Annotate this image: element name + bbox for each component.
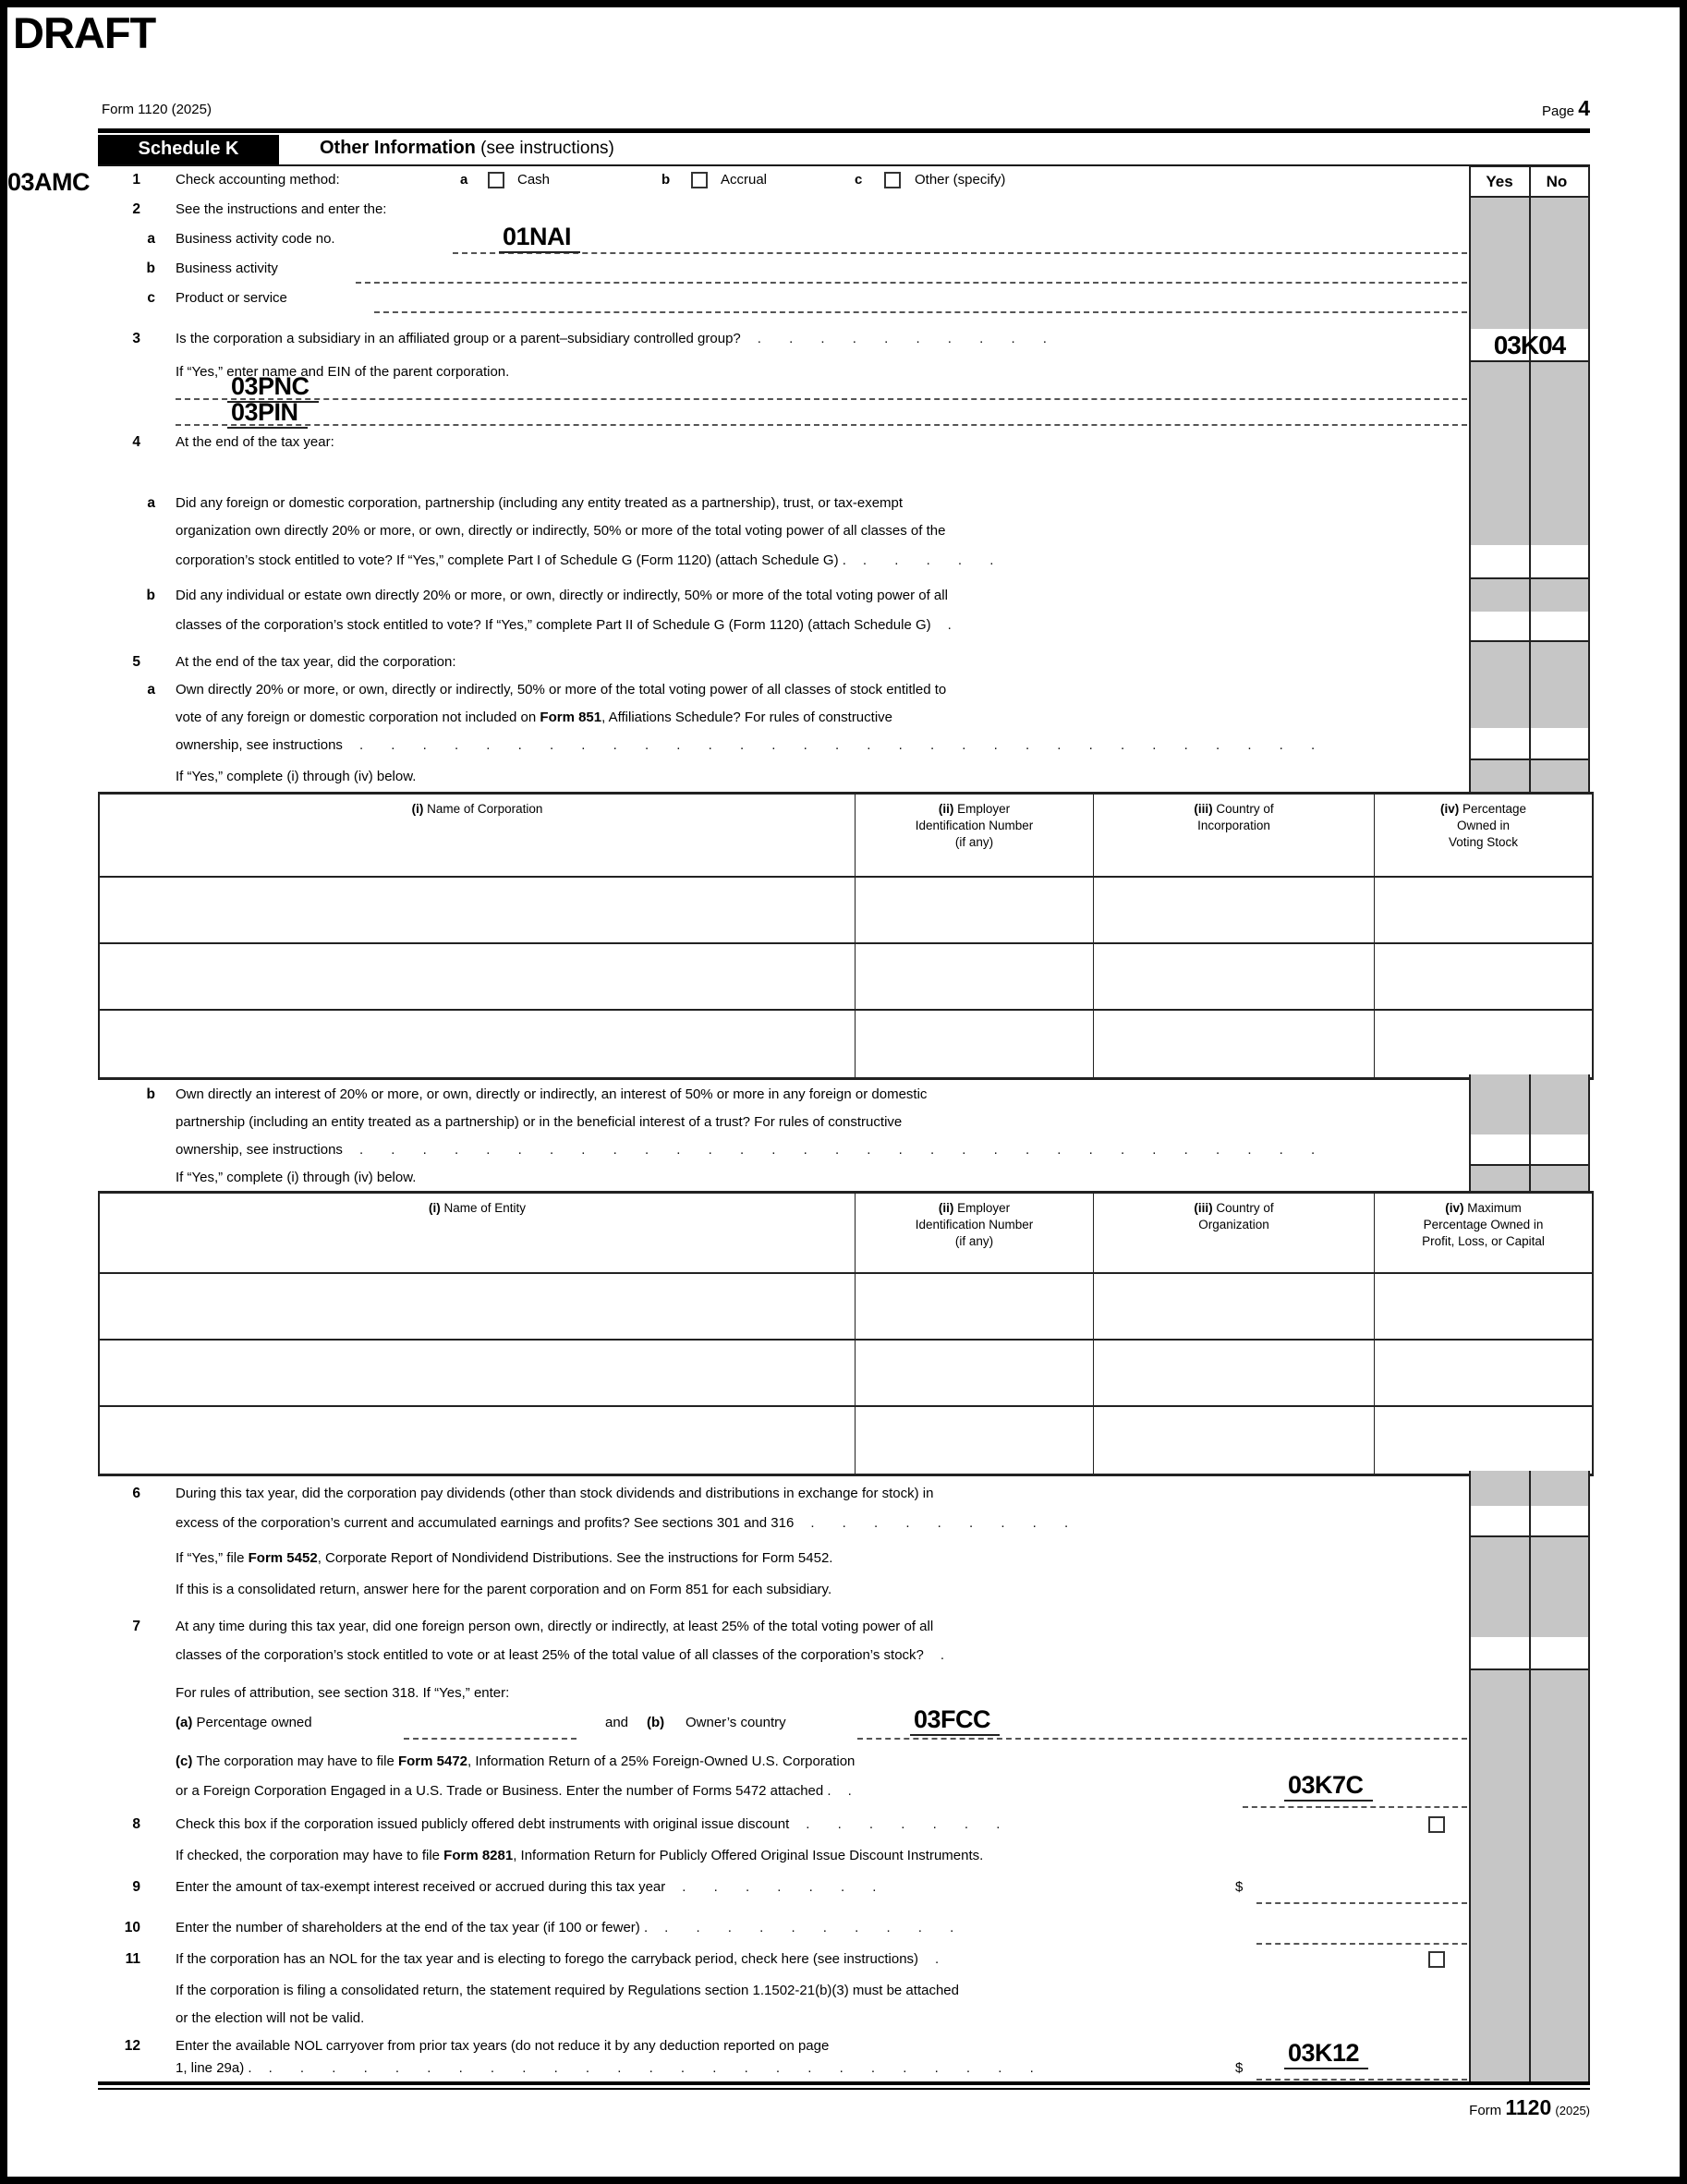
yes-column-label: Yes [1486, 173, 1513, 190]
line-11-note-1 [0, 1983, 1687, 2014]
line-text [176, 1582, 831, 1597]
text-segment: and [605, 1715, 629, 1730]
table2-r3-c4[interactable] [1375, 1407, 1592, 1474]
text-segment: Own directly 20% or more, or own, directly or indirectly, 50% or more of the total voting power of all classes of stock entitled to [176, 682, 947, 698]
line-text [176, 2010, 364, 2026]
line-number: 6 [132, 1486, 140, 1501]
line-number: 10 [124, 1920, 140, 1935]
line-text [176, 1816, 1000, 1832]
text-segment: classes of the corporation’s stock entitled to vote or at least 25% of the total value of all classes of the corporation’s stock? [176, 1647, 924, 1663]
text-segment: Business activity code no. [176, 231, 335, 247]
line-text [176, 523, 945, 539]
line-4a-text-1 [0, 495, 1687, 527]
table2-r2-c2[interactable] [856, 1341, 1094, 1405]
column-header: (iv) Percentage Owned in Voting Stock [1439, 802, 1527, 849]
table2-r3-c3[interactable] [1094, 1407, 1375, 1474]
checkbox-nol-forego[interactable] [1428, 1951, 1445, 1968]
text-segment: Business activity [176, 261, 278, 276]
table1-r1-c2[interactable] [856, 878, 1094, 942]
forms-5472-count-entry[interactable] [1243, 1806, 1467, 1808]
line-text [176, 231, 335, 247]
dot-leader: . [847, 1783, 852, 1799]
owners-country-entry[interactable] [857, 1738, 1467, 1740]
line-5a-text-2 [0, 710, 1687, 741]
text-segment: $ [1235, 2060, 1244, 2076]
dot-leader: . . . . . . . . . . [757, 331, 1047, 346]
draft-code-k04: 03K04 [1493, 331, 1566, 359]
line-text [176, 654, 456, 670]
line-5b-text-1 [0, 1086, 1687, 1118]
line-text [176, 290, 287, 306]
no-column-label: No [1546, 173, 1568, 190]
text-segment: , Corporate Report of Nondividend Distributions. See the instructions for Form 5452. [317, 1550, 833, 1566]
percentage-owned-entry[interactable] [404, 1738, 576, 1740]
line-text [176, 331, 1047, 346]
table-row [100, 1407, 1592, 1474]
table1-r3-c4[interactable] [1375, 1011, 1592, 1077]
line-7-text-1 [0, 1619, 1687, 1650]
line-2a-business-activity-code [0, 223, 1687, 262]
parent-ein-entry[interactable] [176, 424, 1467, 426]
line-letter: b [146, 1086, 155, 1102]
text-segment: ownership, see instructions [176, 1142, 343, 1158]
table2-r2-c3[interactable] [1094, 1341, 1375, 1405]
line-text [176, 617, 952, 633]
text-segment: If “Yes,” file [176, 1550, 249, 1566]
yes-no-divider [1529, 165, 1531, 792]
draft-code-pnc: 03PNC [227, 373, 319, 403]
dot-leader: . . . . . . . [806, 1816, 1001, 1832]
text-segment: excess of the corporation’s current and accumulated earnings and profits? See sections 301 and 316 [176, 1515, 795, 1531]
text-segment: Owner’s country [686, 1715, 786, 1730]
line-5a-text-3 [0, 737, 1687, 769]
column-index: (iii) [1194, 802, 1213, 816]
draft-code-k12: 03K12 [1284, 2040, 1368, 2069]
column-header: (iv) Maximum Percentage Owned in Profit, Loss, or Capital [1422, 1201, 1545, 1248]
line-text [176, 2060, 1034, 2076]
text-segment: If “Yes,” complete (i) through (iv) below. [176, 1170, 417, 1185]
line-4 [0, 434, 1687, 466]
table1-r2-c4[interactable] [1375, 944, 1592, 1009]
text-segment: Enter the number of shareholders at the end of the tax year (if 100 or fewer) . [176, 1920, 649, 1935]
text-segment: partnership (including an entity treated as a partnership) or in the beneficial interest of a trust? For rules of constructive [176, 1114, 903, 1130]
line-3-subsidiary-question [0, 331, 1687, 362]
line-number: 7 [132, 1619, 140, 1634]
dot-leader: . . . . . [862, 552, 994, 568]
text-segment: ownership, see instructions [176, 737, 343, 753]
line-text [176, 1170, 416, 1185]
draft-code-pin: 03PIN [227, 399, 308, 429]
column-header: (i) Name of Corporation [100, 795, 856, 876]
dot-leader: . [940, 1647, 945, 1663]
line-text [176, 769, 416, 784]
text-segment: Enter the amount of tax-exempt interest received or accrued during this tax year [176, 1879, 666, 1895]
draft-code-nai: 01NAI [499, 224, 580, 253]
corporation-ownership-table [98, 792, 1594, 1080]
text-segment: If the corporation has an NOL for the tax year and is electing to forego the carryback period, check here (see instructions) [176, 1951, 919, 1967]
footer-form-label: Form [1469, 2103, 1502, 2118]
text-segment: At any time during this tax year, did one foreign person own, directly or indirectly, at least 25% of the total voting power of all [176, 1619, 934, 1634]
table2-r1-c4[interactable] [1375, 1274, 1592, 1339]
yes-no-divider [1529, 1074, 1531, 1191]
text-segment: , Information Return of a 25% Foreign-Owned U.S. Corporation [467, 1753, 856, 1769]
table1-r3-c3[interactable] [1094, 1011, 1375, 1077]
text-segment: Own directly an interest of 20% or more, or own, directly or indirectly, an interest of 50% or more in any foreign or domestic [176, 1086, 928, 1102]
text-segment: Form 5472 [397, 1753, 468, 1769]
schedule-k-badge: Schedule K [98, 135, 279, 164]
text-segment: or the election will not be valid. [176, 2010, 365, 2026]
text-segment: 1, line 29a) . [176, 2060, 252, 2076]
text-segment: At the end of the tax year, did the corporation: [176, 654, 456, 670]
line-text [176, 710, 892, 725]
line-text [176, 1142, 1315, 1158]
nol-carryover-entry[interactable] [1256, 2079, 1467, 2081]
line-number: 4 [132, 434, 140, 450]
yes-no-run-3 [1469, 1471, 1590, 2081]
line-letter: b [146, 588, 155, 603]
text-segment: , Affiliations Schedule? For rules of constructive [601, 710, 892, 725]
table1-r3-c1[interactable] [100, 1011, 856, 1077]
column-index: (i) [428, 1201, 441, 1215]
text-segment: If checked, the corporation may have to file [176, 1848, 444, 1863]
checkbox-other[interactable] [884, 172, 901, 188]
entity-ownership-table [98, 1191, 1594, 1476]
text-segment: If “Yes,” enter name and EIN of the parent corporation. [176, 364, 510, 380]
line-number: 3 [132, 331, 140, 346]
text-segment: If the corporation is filing a consolidated return, the statement required by Regulations section 1.1502-21(b)(3) must be attached [176, 1983, 959, 1998]
table1-r2-c3[interactable] [1094, 944, 1375, 1009]
line-letter: a [147, 231, 155, 247]
line-11-nol-forego [0, 1951, 1687, 1983]
text-segment: At the end of the tax year: [176, 434, 334, 450]
column-index: (ii) [938, 1201, 954, 1215]
line-text [176, 201, 386, 217]
line-text [176, 1848, 983, 1863]
footer-form-number: 1120 [1505, 2095, 1552, 2119]
column-index: (ii) [938, 802, 954, 816]
text-segment: If this is a consolidated return, answer here for the parent corporation and on Form 851 for each subsidiary. [176, 1582, 832, 1597]
tax-exempt-interest-entry[interactable] [1256, 1902, 1467, 1904]
page-number [1293, 96, 1590, 121]
line-4a-text-2 [0, 523, 1687, 554]
line-text [176, 1619, 933, 1634]
table2-r2-c4[interactable] [1375, 1341, 1592, 1405]
text-segment: organization own directly 20% or more, or own, directly or indirectly, 50% or more of the total voting power of all classes of the [176, 523, 946, 539]
line-text [176, 1685, 509, 1701]
text-segment: If “Yes,” complete (i) through (iv) below. [176, 769, 417, 784]
text-segment: Enter the available NOL carryover from prior tax years (do not reduce it by any deduction reported on page [176, 2038, 830, 2054]
shareholder-count-entry[interactable] [1256, 1943, 1467, 1945]
text-segment: or a Foreign Corporation Engaged in a U.S. Trade or Business. Enter the number of Forms 5472 attached . [176, 1783, 831, 1799]
form-title: Form 1120 (2025) [102, 102, 212, 117]
line-4a-text-3 [0, 552, 1687, 584]
line-text [176, 1879, 876, 1895]
yes-no-run-2 [1469, 1074, 1590, 1191]
text-segment: During this tax year, did the corporation pay dividends (other than stock dividends and distributions in exchange for stock) in [176, 1486, 934, 1501]
line-text [176, 1515, 1068, 1531]
table1-r3-c2[interactable] [856, 1011, 1094, 1077]
draft-code-fcc: 03FCC [910, 1706, 1000, 1736]
table2-r3-c2[interactable] [856, 1407, 1094, 1474]
line-text [176, 172, 340, 188]
text-segment: Other (specify) [915, 172, 1006, 188]
line-text [176, 495, 903, 511]
dot-leader: . . . . . . . . . . . . . . . . . . . . . . . . . [268, 2060, 1034, 2076]
table1-r2-c1[interactable] [100, 944, 856, 1009]
schedule-k-title [320, 138, 614, 159]
table-row [100, 1274, 1592, 1341]
text-segment: For rules of attribution, see section 318. If “Yes,” enter: [176, 1685, 510, 1701]
text-segment: Is the corporation a subsidiary in an affiliated group or a parent–subsidiary controlled group? [176, 331, 741, 346]
draft-watermark: DRAFT [13, 8, 156, 57]
text-segment: Percentage owned [192, 1715, 312, 1730]
line-9-tax-exempt-interest [0, 1879, 1687, 1911]
text-segment: Did any individual or estate own directly 20% or more, or own, directly or indirectly, 50% or more of the total voting power of all [176, 588, 948, 603]
dot-leader: . . . . . . . . . . [664, 1920, 954, 1935]
line-text [176, 1753, 855, 1769]
line-8-oid [0, 1816, 1687, 1848]
line-letter: b [146, 261, 155, 276]
dot-leader: . [947, 617, 952, 633]
text-segment: See the instructions and enter the: [176, 201, 387, 217]
dot-leader: . . . . . . . . . . . . . . . . . . . . . . . . . . . . . . . [358, 1142, 1316, 1158]
line-1-accounting-method [0, 172, 1687, 203]
bottom-rule-thick [98, 2081, 1590, 2085]
column-header: (ii) Employer Identification Number (if any) [856, 1194, 1094, 1272]
line-text [176, 1783, 852, 1799]
line-6-note-2 [0, 1582, 1687, 1613]
footer-form-year: (2025) [1555, 2104, 1590, 2117]
line-text [176, 1550, 832, 1566]
table1-r2-c2[interactable] [856, 944, 1094, 1009]
checkbox-cash[interactable] [488, 172, 504, 188]
line-text [176, 588, 948, 603]
line-8-note [0, 1848, 1687, 1879]
line-text [176, 552, 993, 568]
text-segment: (a) [176, 1715, 193, 1730]
line-number: 8 [132, 1816, 140, 1832]
line-6-text-2 [0, 1515, 1687, 1547]
line-7-attribution [0, 1685, 1687, 1717]
bottom-rule-thin [98, 2088, 1590, 2090]
line-number: 11 [125, 1951, 140, 1967]
line-text [176, 1114, 902, 1130]
text-segment: Check accounting method: [176, 172, 340, 188]
text-segment: vote of any foreign or domestic corporation not included on [176, 710, 540, 725]
business-activity-code-entry[interactable] [453, 252, 1467, 254]
line-number: 9 [132, 1879, 140, 1895]
line-number: 2 [132, 201, 140, 217]
line-10-shareholders [0, 1920, 1687, 1951]
line-text [176, 1647, 944, 1663]
line-text [176, 261, 278, 276]
business-activity-entry[interactable] [356, 282, 1467, 284]
line-6-text-1 [0, 1486, 1687, 1517]
line-5b-text-3 [0, 1142, 1687, 1173]
text-segment: Accrual [721, 172, 768, 188]
table1-r1-c1[interactable] [100, 878, 856, 942]
text-segment: classes of the corporation’s stock entitled to vote? If “Yes,” complete Part II of Schedule G (Form 1120) (attach Schedule G) [176, 617, 931, 633]
text-segment: Form 851 [540, 710, 602, 725]
footer-form-id [1109, 2095, 1590, 2120]
text-segment: $ [1235, 1879, 1244, 1895]
yes-no-divider [1529, 1471, 1531, 2081]
dot-leader: . . . . . . . . . . . . . . . . . . . . . . . . . . . . . . . [358, 737, 1316, 753]
column-index: (iii) [1194, 1201, 1213, 1215]
draft-code-03amc: 03AMC [7, 168, 91, 196]
column-header: (iii) Country of Organization [1094, 1194, 1375, 1272]
line-5a-text-1 [0, 682, 1687, 713]
text-segment: c [855, 172, 863, 188]
page-label: Page [1541, 103, 1575, 119]
schedule-title-text: Other Information [320, 138, 476, 158]
line-letter: c [147, 290, 155, 306]
column-header: (ii) Employer Identification Number (if any) [856, 795, 1094, 876]
line-text [176, 1920, 953, 1935]
column-index: (iv) [1445, 1201, 1464, 1215]
schedule-title-note: (see instructions) [480, 139, 614, 158]
line-11-note-2 [0, 2010, 1687, 2042]
column-index: (iv) [1439, 802, 1460, 816]
table-row [100, 1341, 1592, 1407]
line-number: 12 [124, 2038, 140, 2054]
table1-r1-c4[interactable] [1375, 878, 1592, 942]
line-text [176, 1951, 939, 1967]
line-4b-text-1 [0, 588, 1687, 619]
text-segment: Did any foreign or domestic corporation, partnership (including any entity treated as a partnership), trust, or tax-exempt [176, 495, 904, 511]
column-index: (i) [411, 802, 424, 816]
line-7c-text-2 [0, 1771, 1687, 1814]
text-segment: Check this box if the corporation issued publicly offered debt instruments with original issue discount [176, 1816, 790, 1832]
table1-r1-c3[interactable] [1094, 878, 1375, 942]
dot-leader: . . . . . . . [682, 1879, 877, 1895]
text-segment: b [661, 172, 671, 188]
line-text [176, 2038, 829, 2054]
schedule-k-header [98, 135, 1590, 164]
line-text [176, 1086, 927, 1102]
text-segment: Cash [517, 172, 551, 188]
text-segment: Form 8281 [443, 1848, 514, 1863]
table2-r3-c1[interactable] [100, 1407, 856, 1474]
line-7c-text-1 [0, 1753, 1687, 1785]
column-header: (i) Name of Entity [100, 1194, 856, 1272]
draft-code-k7c: 03K7C [1284, 1772, 1373, 1802]
line-5 [0, 654, 1687, 686]
table2-r1-c1[interactable] [100, 1274, 856, 1339]
dot-leader: . [935, 1951, 940, 1967]
text-segment: (b) [647, 1715, 665, 1730]
table2-r1-c3[interactable] [1094, 1274, 1375, 1339]
schedule-header-underline [98, 164, 1590, 166]
text-segment: The corporation may have to file [192, 1753, 398, 1769]
text-segment: (c) [176, 1753, 193, 1769]
line-3-answer-cell[interactable] [1471, 329, 1588, 362]
line-letter: a [147, 495, 155, 511]
line-7-text-2 [0, 1647, 1687, 1679]
line-5b-text-2 [0, 1114, 1687, 1146]
line-text [176, 1486, 933, 1501]
line-text [176, 1983, 959, 1998]
checkbox-accrual[interactable] [691, 172, 708, 188]
table-header-row [100, 1194, 1592, 1274]
line-2c-product-or-service [0, 290, 1687, 322]
line-7ab [0, 1705, 1687, 1746]
line-letter: a [147, 682, 155, 698]
table-row [100, 878, 1592, 944]
yes-no-run-1 [1469, 165, 1590, 792]
line-number: 5 [132, 654, 140, 670]
line-4b-text-2 [0, 617, 1687, 649]
table2-r1-c2[interactable] [856, 1274, 1094, 1339]
product-or-service-entry[interactable] [374, 311, 1467, 313]
table-row [100, 944, 1592, 1011]
dot-leader: . . . . . . . . . [810, 1515, 1069, 1531]
checkbox-oid[interactable] [1428, 1816, 1445, 1833]
table-row [100, 1011, 1592, 1077]
table2-r2-c1[interactable] [100, 1341, 856, 1405]
column-header: (iii) Country of Incorporation [1094, 795, 1375, 876]
text-segment: a [460, 172, 468, 188]
line-2 [0, 201, 1687, 233]
line-text [176, 1715, 312, 1730]
header-rule [98, 128, 1590, 133]
parent-ein-row [0, 399, 1687, 431]
line-text [176, 682, 946, 698]
text-segment: corporation’s stock entitled to vote? If “Yes,” complete Part I of Schedule G (Form 1120) (attach Schedule G) . [176, 552, 846, 568]
table-header-row [100, 795, 1592, 878]
line-text [176, 737, 1315, 753]
line-2b-business-activity [0, 261, 1687, 292]
text-segment: Form 5452 [248, 1550, 318, 1566]
page-number-value: 4 [1578, 96, 1590, 120]
line-6-note-1 [0, 1550, 1687, 1582]
text-segment: Product or service [176, 290, 287, 306]
line-text [176, 434, 334, 450]
line-number: 1 [132, 172, 140, 188]
text-segment: , Information Return for Publicly Offered Original Issue Discount Instruments. [513, 1848, 984, 1863]
